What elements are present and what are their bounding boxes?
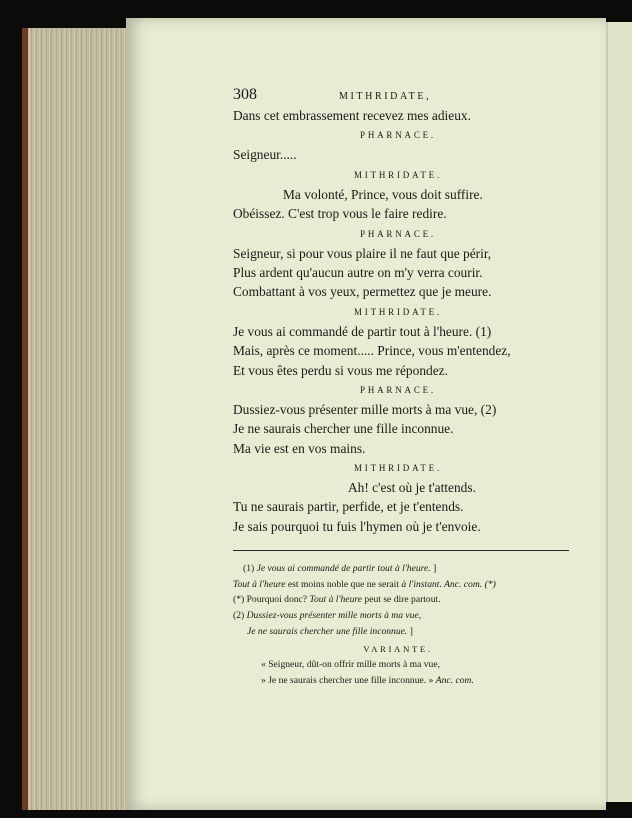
note-text: est moins noble que ne serait (285, 578, 402, 590)
note-quote: Tout à l'heure (309, 594, 362, 606)
facing-page-edge (606, 22, 632, 802)
note-bracket: ] (409, 625, 413, 637)
note-quote: Je ne saurais chercher une fille inconnue. (247, 625, 408, 637)
verse-line: Ma vie est en vos mains. (233, 440, 366, 456)
verse-line: Seigneur, si pour vous plaire il ne faut que périr, (233, 245, 492, 261)
verse-line: Obéissez. C'est trop vous le faire redire. (233, 206, 447, 222)
footnotes (233, 561, 563, 689)
verse-line: Mais, après ce moment..... Prince, vous m'entendez, (233, 343, 511, 359)
footnote-rule (233, 550, 569, 551)
variant-line: « Seigneur, dût-on offrir mille morts à ma vue, (261, 659, 441, 671)
footnote-2 (233, 608, 563, 624)
verse-line: Dans cet embrassement recevez mes adieux. (233, 108, 471, 123)
note-quote: à l'instant. (401, 578, 442, 590)
verse-line: Dussiez-vous présenter mille morts à ma vue, (2) (233, 401, 497, 417)
verse-line: Ma volonté, Prince, vous doit suffire. (283, 186, 483, 202)
note-text: peut se dire partout. (362, 594, 441, 606)
speaker-name: MITHRIDATE. (353, 463, 443, 474)
book-page-edges (22, 28, 138, 810)
verse-line: Je vous ai commandé de partir tout à l'heure. (1) (233, 323, 492, 339)
note-source: Anc. com. (*) (441, 578, 496, 590)
note-quote: Je vous ai commandé de partir tout à l'heure. (256, 563, 431, 575)
verse-line: Je sais pourquoi tu fuis l'hymen où je t'envoie. (233, 518, 481, 534)
page-number: 308 (233, 86, 257, 103)
verse-line: Tu ne saurais partir, perfide, et je t'entends. (233, 499, 464, 515)
verse-line: Seigneur..... (233, 147, 297, 163)
note-marker: (2) (233, 610, 245, 622)
speaker-name: MITHRIDATE. (353, 306, 443, 317)
note-bracket: ] (433, 563, 437, 575)
note-quote: Dussiez-vous présenter mille morts à ma vue, (246, 610, 422, 622)
speaker-name: MITHRIDATE. (353, 169, 443, 180)
footnote-1-comment (233, 577, 563, 593)
variant-text: » Je ne saurais chercher une fille inconnue. » (261, 675, 436, 687)
footnote-2-continued (233, 624, 563, 640)
variant-line (233, 673, 563, 689)
footnote-1 (233, 561, 563, 577)
verse-line: Je ne saurais chercher une fille inconnue. (233, 421, 454, 437)
speaker-name: PHARNACE. (360, 228, 436, 239)
verse-line: Et vous êtes perdu si vous me répondez. (233, 362, 448, 378)
speaker-name: PHARNACE. (360, 130, 436, 141)
verse-line: Combattant à vos yeux, permettez que je meure. (233, 284, 492, 300)
book-page (126, 18, 606, 810)
page-content (233, 86, 563, 689)
variant-heading: VARIANTE. (363, 644, 433, 655)
running-head: MITHRIDATE, (339, 91, 432, 102)
verse-line: Plus ardent qu'aucun autre on m'y verra courir. (233, 264, 483, 280)
page-header (233, 86, 563, 106)
footnote-asterisk (233, 592, 563, 608)
speaker-name: PHARNACE. (360, 384, 436, 395)
variant-source: Anc. com. (435, 675, 474, 687)
verse-line: Ah! c'est où je t'attends. (348, 480, 476, 496)
note-text: (*) Pourquoi donc? (233, 594, 310, 606)
note-quote: Tout à l'heure (233, 578, 286, 590)
note-marker: (1) (243, 563, 255, 575)
